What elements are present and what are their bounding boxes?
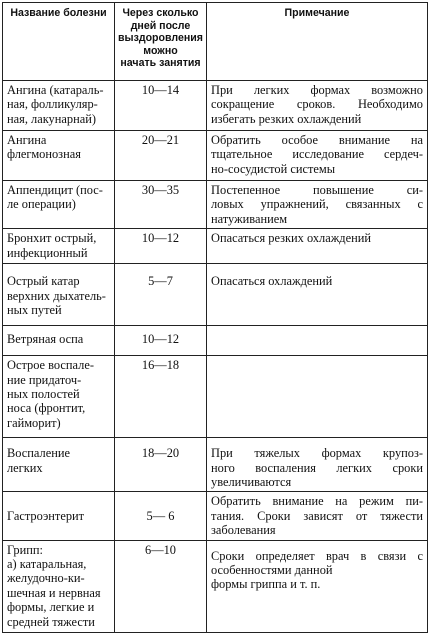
disease-name-cell: Ангина (катараль- ная, фолликуляр- ная, лакунарнай) xyxy=(3,81,115,131)
note-cell: При тяжелых формах крупоз- ного воспаления легких сроки увеличиваются xyxy=(207,438,428,492)
days-cell: 5— 6 xyxy=(115,492,207,540)
disease-name-cell: Острое воспале- ние придаточ- ных полостей носа (фронтит, гайморит) xyxy=(3,356,115,438)
table-row xyxy=(3,81,428,131)
disease-name-cell: Бронхит острый, инфекционный xyxy=(3,229,115,264)
note-cell: Сроки определяет врач в связи с особенностями данной формы гриппа и т. п. xyxy=(207,540,428,632)
days-cell: 6—10 xyxy=(115,540,207,632)
disease-name-cell: Острый катар верхних дыхатель- ных путей xyxy=(3,264,115,326)
table-row xyxy=(3,438,428,492)
page xyxy=(2,2,428,633)
header-disease-name: Название болезни xyxy=(3,3,115,81)
note-cell: При легких формах возможно сокращение сроков. Необходимо избегать резких охлаждений xyxy=(207,81,428,131)
table-row xyxy=(3,229,428,264)
table-row xyxy=(3,540,428,632)
days-cell: 16—18 xyxy=(115,356,207,438)
table-row xyxy=(3,181,428,229)
note-cell xyxy=(207,326,428,356)
table-row xyxy=(3,492,428,540)
days-cell: 5—7 xyxy=(115,264,207,326)
table-row xyxy=(3,131,428,181)
disease-name-cell: Ветряная оспа xyxy=(3,326,115,356)
days-cell: 20—21 xyxy=(115,131,207,181)
note-cell: Обратить внимание на режим пи- тания. Сроки зависят от тяжести заболевания xyxy=(207,492,428,540)
header-note: Примечание xyxy=(207,3,428,81)
header-row xyxy=(3,3,428,81)
disease-recovery-table xyxy=(2,2,428,633)
days-cell: 10—14 xyxy=(115,81,207,131)
days-cell: 30—35 xyxy=(115,181,207,229)
note-cell: Постепенное повышение си- ловых упражнений, связанных с натуживанием xyxy=(207,181,428,229)
disease-name-cell: Гастроэнтерит xyxy=(3,492,115,540)
days-cell: 10—12 xyxy=(115,229,207,264)
disease-name-cell: Грипп: а) катаральная, желудочно-ки- шечная и нервная формы, легкие и средней тяжести xyxy=(3,540,115,632)
table-row xyxy=(3,326,428,356)
disease-name-cell: Ангина флегмонозная xyxy=(3,131,115,181)
disease-name-cell: Аппендицит (пос- ле операции) xyxy=(3,181,115,229)
table-row xyxy=(3,264,428,326)
header-days: Через сколько дней после выздоровления можно начать занятия xyxy=(115,3,207,81)
days-cell: 18—20 xyxy=(115,438,207,492)
note-cell xyxy=(207,356,428,438)
note-cell: Опасаться охлаждений xyxy=(207,264,428,326)
table-row xyxy=(3,356,428,438)
days-cell: 10—12 xyxy=(115,326,207,356)
note-cell: Опасаться резких охлаждений xyxy=(207,229,428,264)
disease-name-cell: Воспаление легких xyxy=(3,438,115,492)
note-cell: Обратить особое внимание на тщательное исследование сердеч- но-сосудистой системы xyxy=(207,131,428,181)
